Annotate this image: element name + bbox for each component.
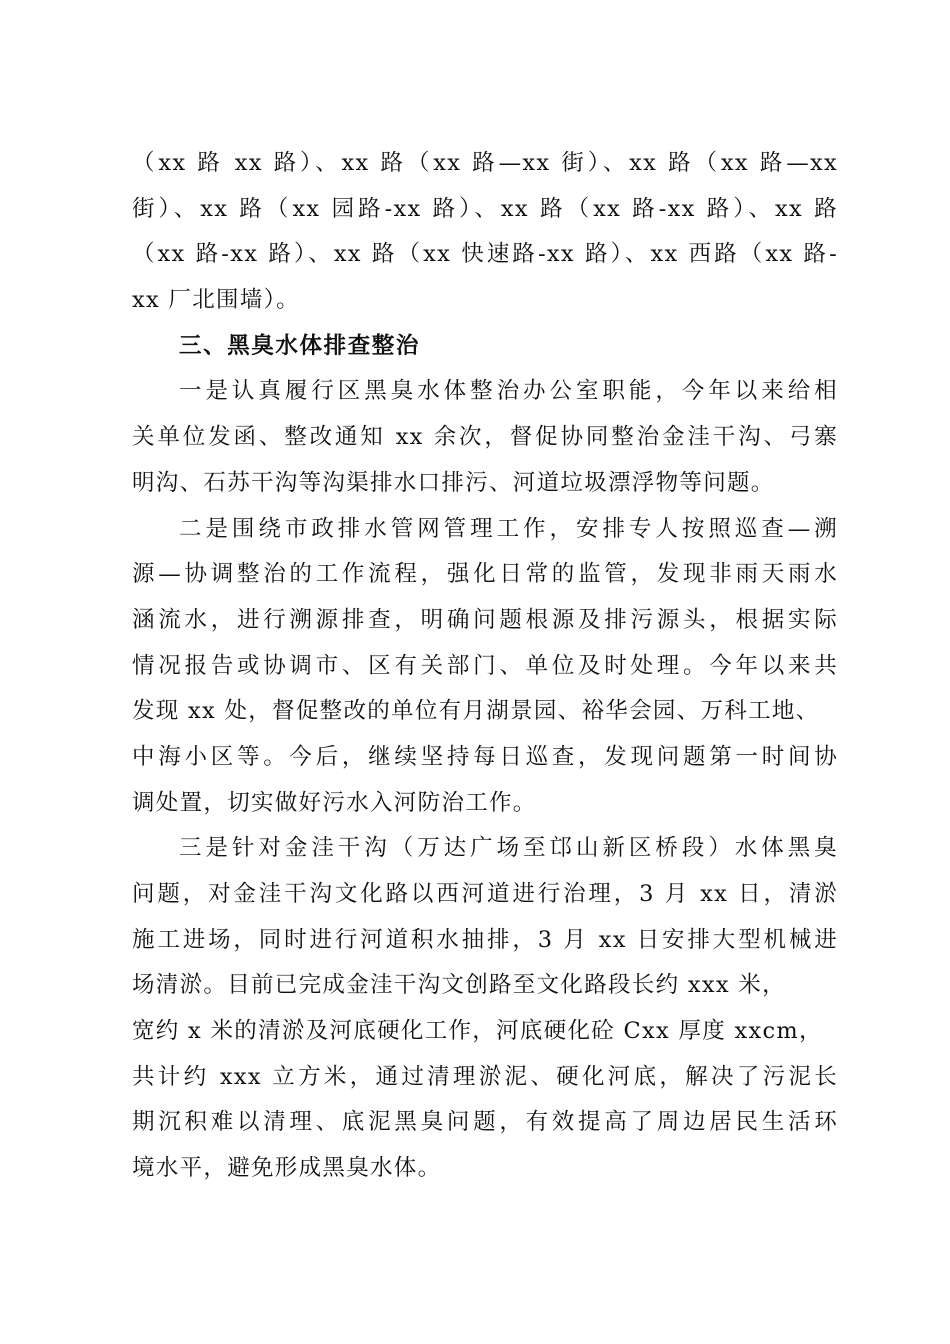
text-line: 关单位发函、整改通知 xx 余次，督促协同整治金洼干沟、弓寨 bbox=[132, 424, 838, 451]
text-line: （xx 路-xx 路）、xx 路（xx 快速路-xx 路）、xx 西路（xx 路- bbox=[132, 241, 838, 268]
text-line: 场清淤。目前已完成金洼干沟文创路至文化路段长约 xxx 米， bbox=[132, 972, 786, 999]
text-line: 发现 xx 处，督促整改的单位有月湖景园、裕华会园、万科工地、 bbox=[132, 698, 820, 725]
text-line: 问题，对金洼干沟文化路以西河道进行治理，3 月 xx 日，清淤 bbox=[132, 881, 838, 907]
text-line: 调处置，切实做好污水入河防治工作。 bbox=[132, 789, 537, 816]
text-line: 涵流水，进行溯源排查，明确问题根源及排污源头，根据实际 bbox=[132, 606, 838, 633]
text-line: 中海小区等。今后，继续坚持每日巡查，发现问题第一时间协 bbox=[132, 743, 838, 770]
text-line: 明沟、石苏干沟等沟渠排水口排污、河道垃圾漂浮物等问题。 bbox=[132, 469, 775, 496]
text-line: 宽约 x 米的清淤及河底硬化工作，河底硬化砼 Cxx 厚度 xxcm， bbox=[132, 1018, 823, 1045]
section-heading: 三、黑臭水体排查整治 bbox=[179, 332, 421, 359]
text-line: 境水平，避免形成黑臭水体。 bbox=[132, 1155, 442, 1182]
text-line: 共计约 xxx 立方米，通过清理淤泥、硬化河底，解决了污泥长 bbox=[132, 1063, 838, 1090]
text-line: 期沉积难以清理、底泥黑臭问题，有效提高了周边居民生活环 bbox=[132, 1109, 838, 1136]
text-line: 情况报告或协调市、区有关部门、单位及时处理。今年以来共 bbox=[132, 652, 838, 679]
text-line: 源—协调整治的工作流程，强化日常的监管，发现非雨天雨水 bbox=[132, 561, 838, 588]
text-line: 二是围绕市政排水管网管理工作，安排专人按照巡查—溯 bbox=[179, 515, 838, 542]
text-line: 一是认真履行区黑臭水体整治办公室职能，今年以来给相 bbox=[179, 378, 838, 405]
document-body bbox=[132, 141, 838, 1192]
text-line: （xx 路 xx 路）、xx 路（xx 路—xx 街）、xx 路（xx 路—xx bbox=[132, 150, 838, 176]
text-line: 施工进场，同时进行河道积水抽排，3 月 xx 日安排大型机械进 bbox=[132, 926, 838, 953]
text-line: xx 厂北围墙）。 bbox=[132, 287, 300, 314]
text-line: 三是针对金洼干沟（万达广场至邙山新区桥段）水体黑臭 bbox=[179, 835, 838, 862]
text-line: 街）、xx 路（xx 园路-xx 路）、xx 路（xx 路-xx 路）、xx 路 bbox=[132, 195, 838, 222]
